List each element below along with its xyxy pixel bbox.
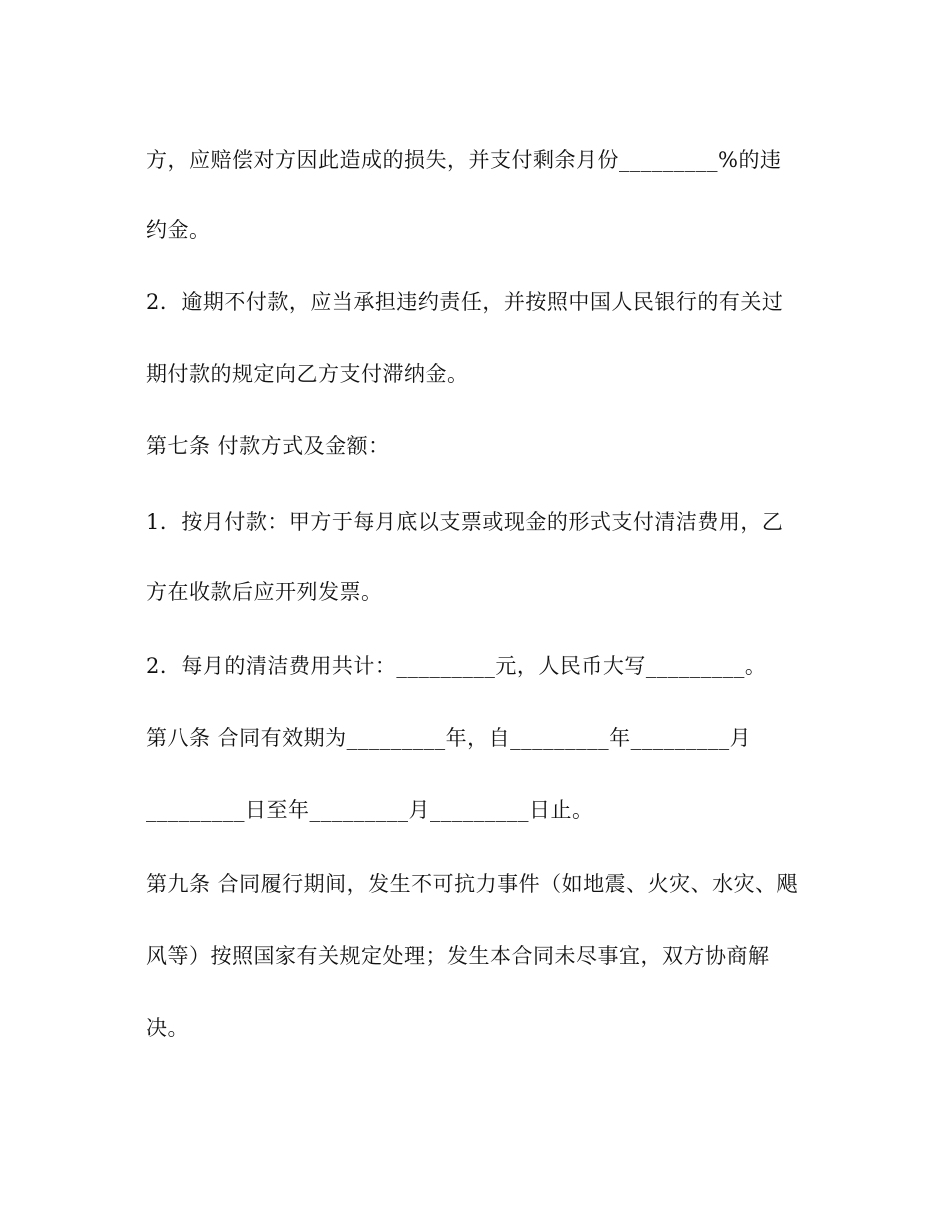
section-heading: 第七条 付款方式及金额： bbox=[146, 434, 390, 458]
paragraph-line: 2．逾期不付款，应当承担违约责任，并按照中国人民银行的有关过 bbox=[146, 290, 784, 314]
paragraph-line: 风等）按照国家有关规定处理；发生本合同未尽事宜，双方协商解 bbox=[146, 944, 770, 968]
paragraph-line: _________日至年_________月_________日止。 bbox=[146, 798, 594, 822]
section-heading: 第九条 合同履行期间，发生不可抗力事件（如地震、火灾、水灾、飓 bbox=[146, 872, 799, 896]
paragraph-line: 1．按月付款：甲方于每月底以支票或现金的形式支付清洁费用，乙 bbox=[146, 510, 784, 534]
paragraph-line: 约金。 bbox=[146, 218, 211, 242]
paragraph-line: 期付款的规定向乙方支付滞纳金。 bbox=[146, 362, 469, 386]
paragraph-line: 2．每月的清洁费用共计：_________元，人民币大写_________。 bbox=[146, 654, 767, 678]
paragraph-line: 方在收款后应开列发票。 bbox=[146, 580, 383, 604]
paragraph-line: 决。 bbox=[146, 1016, 189, 1040]
paragraph-line: 方，应赔偿对方因此造成的损失，并支付剩余月份_________%的违 bbox=[146, 148, 782, 172]
section-heading: 第八条 合同有效期为_________年，自_________年_________月 bbox=[146, 726, 752, 750]
